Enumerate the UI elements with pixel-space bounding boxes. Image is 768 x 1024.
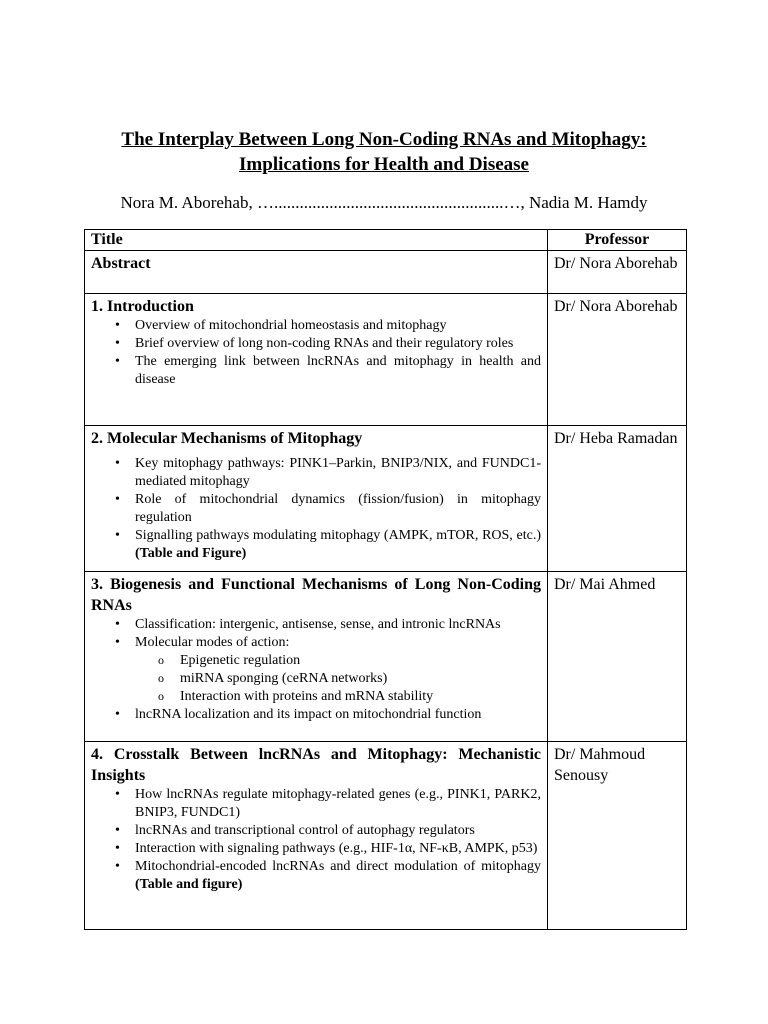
table-header-row xyxy=(85,230,687,251)
section-title: 2. Molecular Mechanisms of Mitophagy xyxy=(91,430,363,447)
list-item: • How lncRNAs regulate mitophagy-related genes (e.g., PINK1, PARK2, BNIP3, FUNDC1) xyxy=(135,786,541,822)
document-title-line-1: The Interplay Between Long Non-Coding RNAs and Mitophagy: xyxy=(121,129,647,150)
bullet-list xyxy=(91,455,541,563)
professor-cell xyxy=(548,294,687,426)
professor-name: Dr/ Mahmoud Senousy xyxy=(554,746,646,784)
header-title: Title xyxy=(85,230,548,251)
section-cell xyxy=(85,742,548,930)
list-item: • Overview of mitochondrial homeostasis and mitophagy xyxy=(135,317,541,335)
bullet-list xyxy=(91,786,541,894)
professor-cell xyxy=(548,572,687,742)
table-row xyxy=(85,294,687,426)
list-item-text: Mitochondrial-encoded lncRNAs and direct modulation of mitophagy xyxy=(135,859,541,874)
list-item: • Key mitophagy pathways: PINK1–Parkin, BNIP3/NIX, and FUNDC1-mediated mitophagy xyxy=(135,455,541,491)
section-cell xyxy=(85,426,548,572)
sub-list-item: o Interaction with proteins and mRNA stability xyxy=(180,688,541,706)
section-title: 3. Biogenesis and Functional Mechanisms of Long Non-Coding RNAs xyxy=(91,576,541,614)
professor-name: Dr/ Mai Ahmed xyxy=(554,576,656,593)
table-figure-note: (Table and Figure) xyxy=(135,546,247,561)
table-row xyxy=(85,742,687,930)
sub-list-item: o Epigenetic regulation xyxy=(180,652,541,670)
list-item xyxy=(135,858,541,894)
list-item: • Interaction with signaling pathways (e.g., HIF-1α, NF-κB, AMPK, p53) xyxy=(135,840,541,858)
table-figure-note: (Table and figure) xyxy=(135,877,243,892)
list-item: • lncRNA localization and its impact on mitochondrial function xyxy=(135,706,541,724)
bullet-list xyxy=(91,616,541,724)
table-row xyxy=(85,251,687,294)
table-row xyxy=(85,572,687,742)
header-professor: Professor xyxy=(548,230,687,251)
bullet-list xyxy=(91,317,541,389)
list-item xyxy=(135,634,541,706)
professor-cell xyxy=(548,426,687,572)
sub-bullet-list xyxy=(135,652,541,706)
professor-name: Dr/ Nora Aborehab xyxy=(554,255,678,272)
list-item: • Brief overview of long non-coding RNAs and their regulatory roles xyxy=(135,335,541,353)
list-item: • lncRNAs and transcriptional control of autophagy regulators xyxy=(135,822,541,840)
professor-name: Dr/ Nora Aborehab xyxy=(554,298,678,315)
section-cell xyxy=(85,572,548,742)
outline-table xyxy=(84,229,687,930)
list-item-text: Signalling pathways modulating mitophagy (AMPK, mTOR, ROS, etc.) xyxy=(135,528,541,543)
section-cell xyxy=(85,251,548,294)
section-title: 4. Crosstalk Between lncRNAs and Mitophagy: Mechanistic Insights xyxy=(91,746,541,784)
list-item: • Classification: intergenic, antisense, sense, and intronic lncRNAs xyxy=(135,616,541,634)
professor-cell xyxy=(548,251,687,294)
sub-list-item: o miRNA sponging (ceRNA networks) xyxy=(180,670,541,688)
section-title: Abstract xyxy=(91,255,151,272)
list-item xyxy=(135,527,541,563)
section-title: 1. Introduction xyxy=(91,298,194,315)
document-title-line-2: Implications for Health and Disease xyxy=(239,154,529,175)
professor-cell xyxy=(548,742,687,930)
list-item: • Role of mitochondrial dynamics (fission/fusion) in mitophagy regulation xyxy=(135,491,541,527)
section-cell xyxy=(85,294,548,426)
table-row xyxy=(85,426,687,572)
list-item-text: Molecular modes of action: xyxy=(135,635,290,650)
author-list: Nora M. Aborehab, …......................................................…, Nadia M. Hamdy xyxy=(120,193,648,212)
professor-name: Dr/ Heba Ramadan xyxy=(554,430,678,447)
list-item: • The emerging link between lncRNAs and mitophagy in health and disease xyxy=(135,353,541,389)
